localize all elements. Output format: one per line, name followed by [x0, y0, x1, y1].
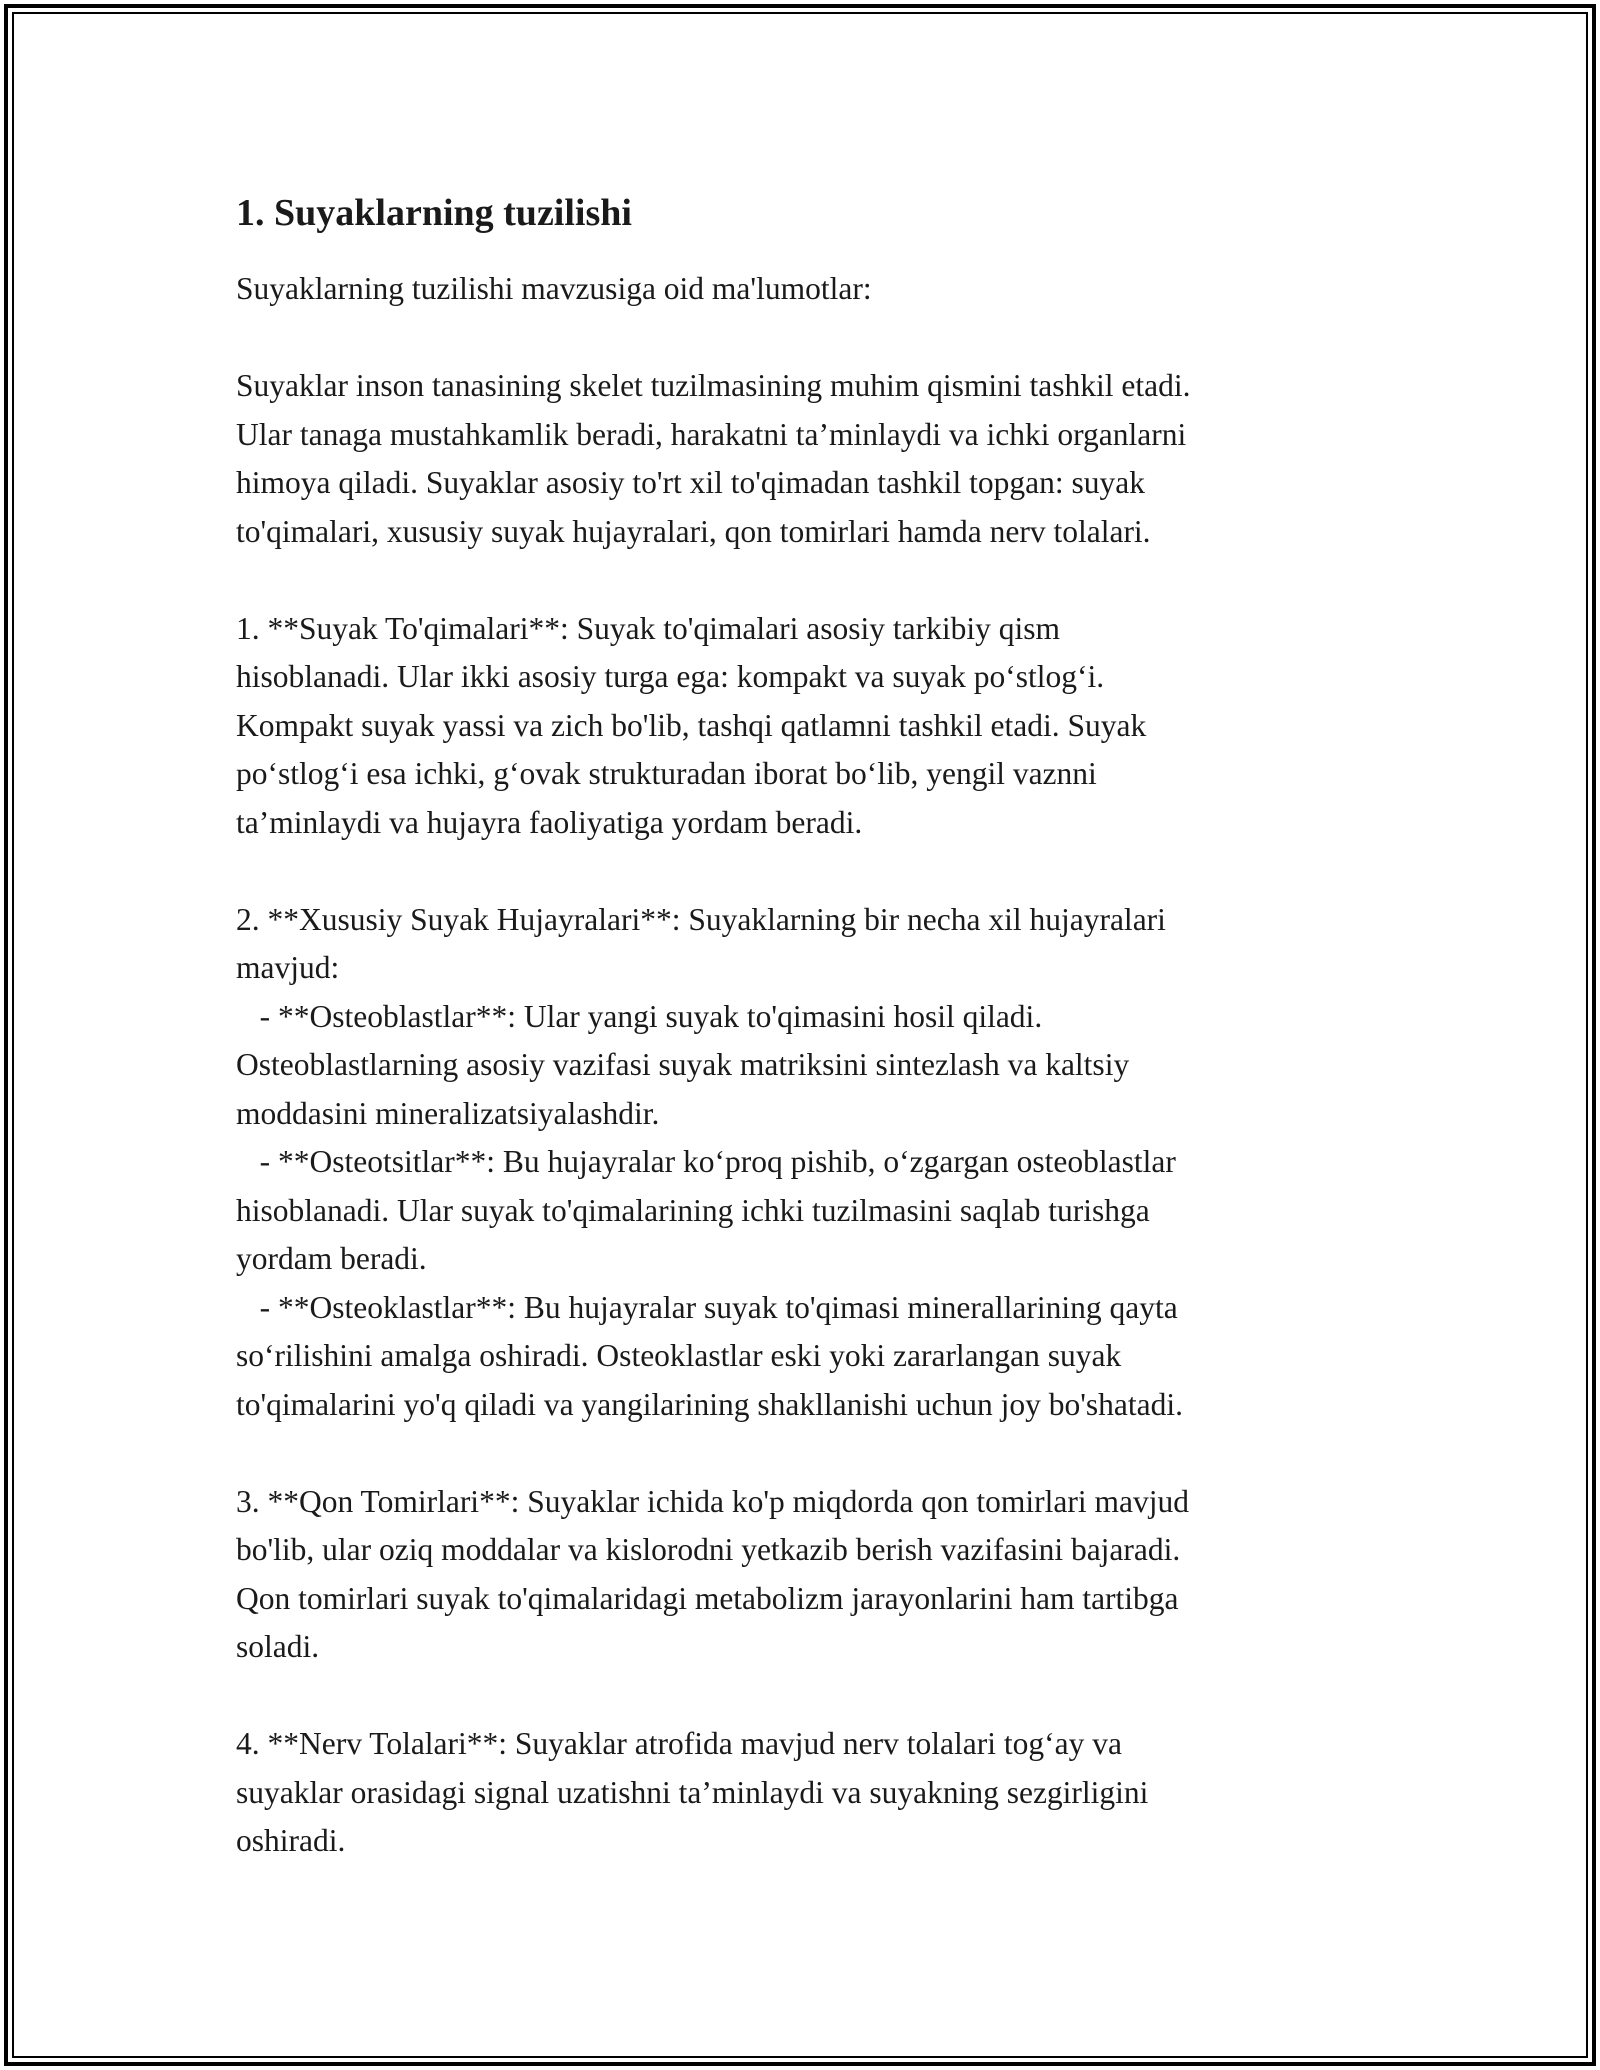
text-line: bo'lib, ular oziq moddalar va kislorodni yetkazib berish vazifasini bajaradi. — [236, 1532, 1181, 1567]
text-line: 1. **Suyak To'qimalari**: Suyak to'qimalari asosiy tarkibiy qism — [236, 610, 1060, 646]
text-line: Suyaklarning tuzilishi mavzusiga oid ma'lumotlar: — [236, 271, 872, 306]
text-line: soladi. — [236, 1629, 320, 1664]
text-line: Ular tanaga mustahkamlik beradi, harakatni ta’minlaydi va ichki organlarni — [236, 416, 1187, 452]
section-heading: 1. Suyaklarning tuzilishi — [236, 192, 632, 234]
text-line: Qon tomirlari suyak to'qimalaridagi metabolizm jarayonlarini ham tartibga — [236, 1580, 1179, 1616]
text-line: mavjud: — [236, 950, 340, 985]
blank-line — [236, 1429, 1376, 1478]
text-line: 2. **Xususiy Suyak Hujayralari**: Suyaklarning bir necha xil hujayralari — [236, 901, 1166, 937]
text-line: hisoblanadi. Ular suyak to'qimalarining ichki tuzilmasini saqlab turishga — [236, 1192, 1150, 1228]
text-line: hisoblanadi. Ular ikki asosiy turga ega: kompakt va suyak po‘stlog‘i. — [236, 659, 1105, 694]
document-content — [236, 185, 1376, 1866]
text-line: to'qimalari, xususiy suyak hujayralari, qon tomirlari hamda nerv tolalari. — [236, 513, 1151, 549]
text-line: Suyaklar inson tanasining skelet tuzilmasining muhim qismini tashkil etadi. — [236, 368, 1191, 403]
text-line: himoya qiladi. Suyaklar asosiy to'rt xil to'qimadan tashkil topgan: suyak — [236, 465, 1145, 500]
blank-line — [236, 314, 1376, 363]
text-line: - **Osteoklastlar**: Bu hujayralar suyak to'qimasi minerallarining qayta — [236, 1289, 1178, 1325]
text-line: - **Osteotsitlar**: Bu hujayralar ko‘proq pishib, o‘zgargan osteoblastlar — [236, 1144, 1176, 1179]
text-line: 3. **Qon Tomirlari**: Suyaklar ichida ko'p miqdorda qon tomirlari mavjud — [236, 1483, 1189, 1519]
text-line: so‘rilishini amalga oshiradi. Osteoklastlar eski yoki zararlangan suyak — [236, 1338, 1122, 1373]
text-line: ta’minlaydi va hujayra faoliyatiga yordam beradi. — [236, 804, 863, 840]
blank-line — [236, 556, 1376, 605]
text-line: Osteoblastlarning asosiy vazifasi suyak matriksini sintezlash va kaltsiy — [236, 1047, 1130, 1082]
text-line: moddasini mineralizatsiyalashdir. — [236, 1095, 660, 1131]
text-line: oshiradi. — [236, 1823, 346, 1858]
body-text — [236, 265, 1376, 1866]
blank-line — [236, 847, 1376, 896]
text-line: 4. **Nerv Tolalari**: Suyaklar atrofida mavjud nerv tolalari tog‘ay va — [236, 1726, 1122, 1761]
text-line: suyaklar orasidagi signal uzatishni ta’minlaydi va suyakning sezgirligini — [236, 1774, 1149, 1810]
blank-line — [236, 1672, 1376, 1721]
text-line: yordam beradi. — [236, 1241, 427, 1276]
text-line: po‘stlog‘i esa ichki, g‘ovak strukturadan iborat bo‘lib, yengil vaznni — [236, 756, 1097, 791]
text-line: - **Osteoblastlar**: Ular yangi suyak to'qimasini hosil qiladi. — [236, 998, 1043, 1034]
text-line: to'qimalarini yo'q qiladi va yangilarining shakllanishi uchun joy bo'shatadi. — [236, 1386, 1183, 1422]
text-line: Kompakt suyak yassi va zich bo'lib, tashqi qatlamni tashkil etadi. Suyak — [236, 707, 1147, 743]
